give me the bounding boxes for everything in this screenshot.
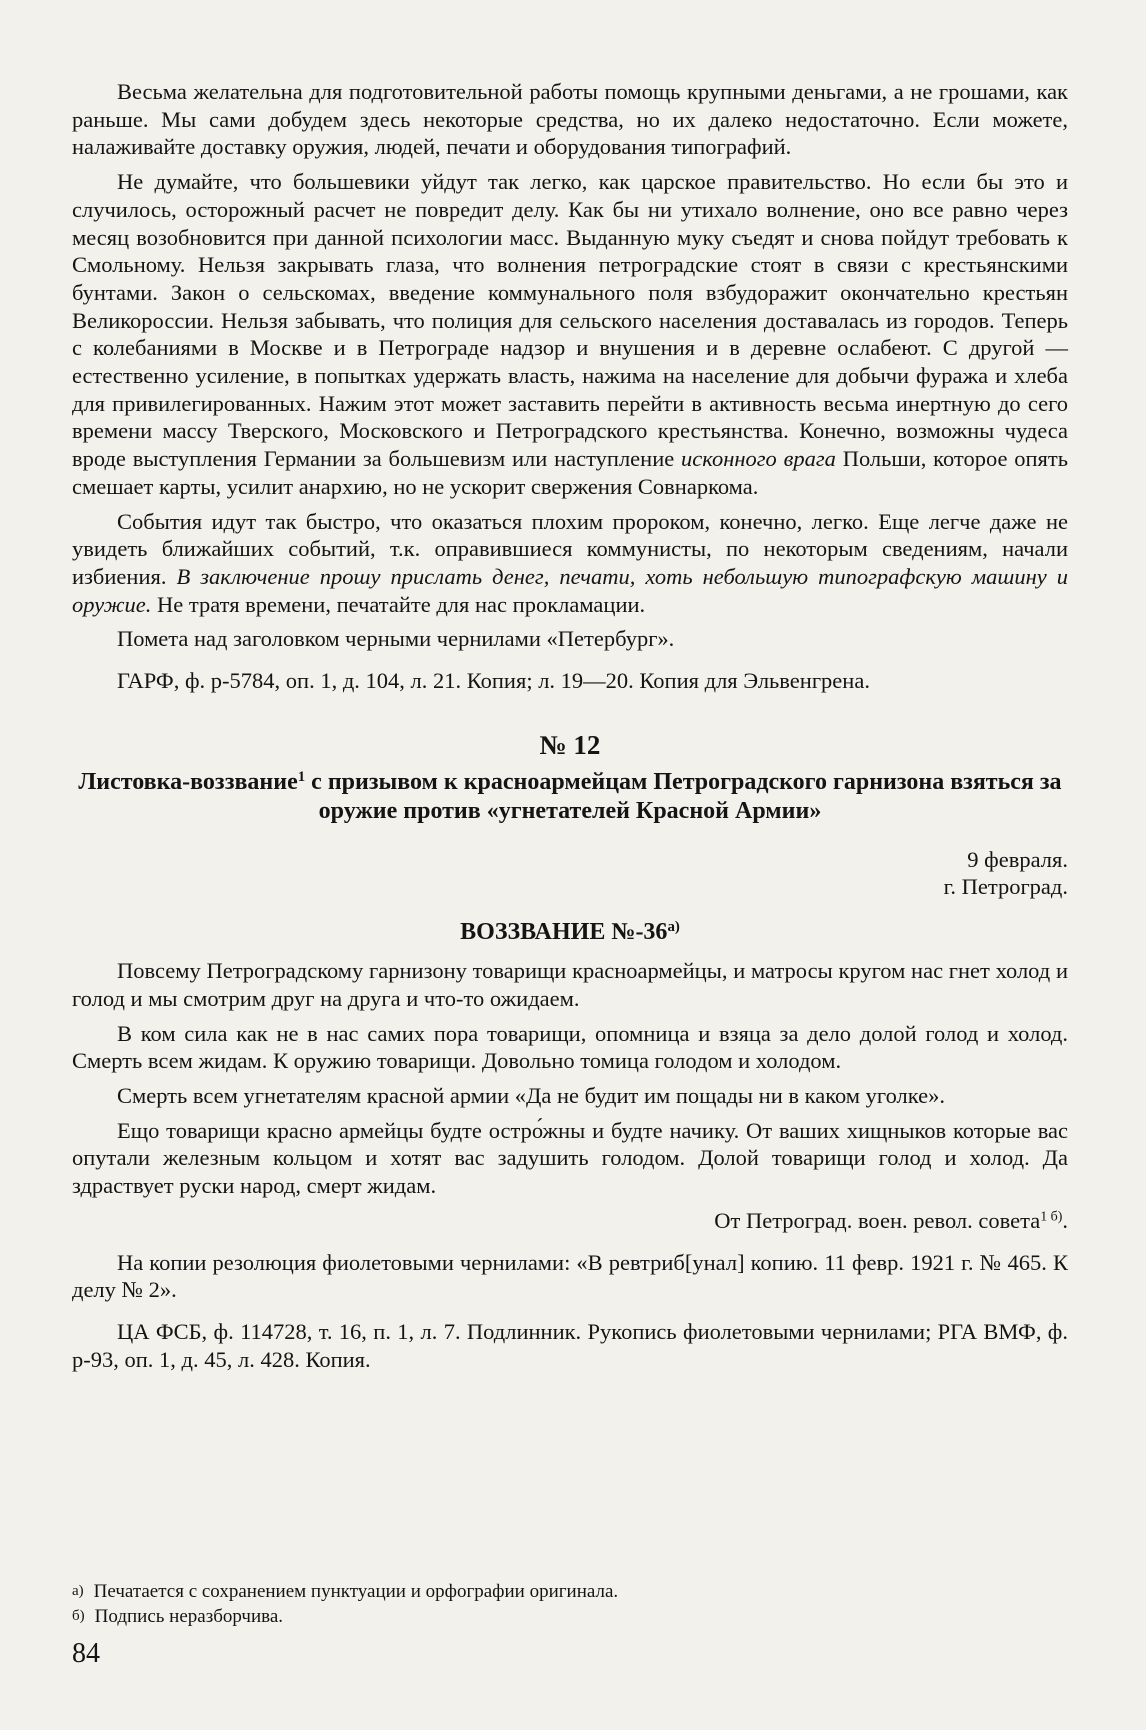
appeal-signature: От Петроград. воен. револ. совета$^{1 б)}$. (714, 1207, 1068, 1233)
paragraph-2: Не думайте, что большевики уйдут так легко, как царское правительство. Но если бы это и случилось, осторожный расчет не повредит делу. Как бы ни утихало волнение, оно все равно через месяц возобновится при данной психологии масс. Выданную муку съедят и снова пойдут требовать к Смольному. Нельзя закрывать глаза, что волнения петроградские стоят в связи с крестьянскими бунтами. Закон о сельскомах, введение коммунального поля взбудоражит окончательно крестьян Великороссии. Нельзя забывать, что полиция для сельского населения доставалась из городов. Теперь с колебаниями в Москве и в Петрограде надзор и внушения и в деревне ослабеют. С другой — естественно усиление, в попытках удержать власть, нажима на население для добычи фуража и хлеба для привилегированных. Нажим этот может заставить перейти в активность весьма инертную до сего времени массу Тверского, Московского и Петроградского крестьянства. Конечно, возможны чудеса вроде выступления Германии за большевизм или наступление исконного врага Польши, которое опять смешает карты, усилит анархию, но не ускорит свержения Совнаркома. (72, 169, 1068, 499)
footnote-text: Печатается с сохранением пунктуации и орфографии оригинала. (93, 1581, 619, 1602)
appeal-paragraph-2: В ком сила как не в нас самих пора товарищи, опомница и взяца за дело долой голод и холод. Смерть всем жидам. К оружию товарищи. Довольно томица голодом и холодом. (72, 1020, 1068, 1074)
footnote-ref: 1 (297, 768, 306, 785)
appeal-paragraph-3: Смерть всем угнетателям красной армии «Да не будит им пощады ни в каком уголке». (117, 1082, 946, 1108)
footnote-mark: б) (72, 1608, 85, 1624)
archival-source: ЦА ФСБ, ф. 114728, т. 16, п. 1, л. 7. Подлинник. Рукопись фиолетовыми чернилами; РГА ВМФ, ф. р-93, оп. 1, д. 45, л. 428. Копия. (72, 1318, 1068, 1372)
document-date: 9 февраля. (967, 846, 1068, 872)
italic-emphasis: исконного врага (681, 446, 836, 472)
archival-note: Помета над заголовком черными чернилами «Петербург». (117, 626, 675, 652)
footnote-ref: 1 б) (1040, 1209, 1063, 1225)
italic-emphasis: В заключение прошу прислать денег, печати, хоть небольшую типографскую машину и оружие. (72, 563, 1068, 617)
appeal-paragraph-4: Ещо товарищи красно армейцы будте остро́жны и будте начику. От ваших хищныков которые вас опутали железным кольцом и хотят вас задушить голодом. Долой товарищи голод и холод. Да здраствует руски народ, смерт жидам. (72, 1117, 1068, 1199)
page-number: 84 (72, 1638, 100, 1669)
footnote (72, 1579, 1068, 1604)
main-text-column (72, 78, 1068, 1373)
document-number: № 12 (539, 729, 601, 760)
paragraph-3: События идут так быстро, что оказаться плохим пророком, конечно, легко. Еще легче даже не увидеть ближайших событий, т.к. оправившиеся коммунисты, по некоторым сведениям, начали избиения. В заключение прошу прислать денег, печати, хоть небольшую типографскую машину и оружие. Не тратя времени, печатайте для нас прокламации. (72, 508, 1068, 617)
document-title: Листовка-воззвание$^1$ с призывом к красноармейцам Петроградского гарнизона взяться за оружие против «угнетателей Красной Армии» (78, 768, 1062, 824)
document-place: г. Петроград. (943, 874, 1068, 900)
appeal-heading: ВОЗЗВАНИЕ $№-36^{а)}$ (460, 919, 680, 946)
archival-source: ГАРФ, ф. р-5784, оп. 1, д. 104, л. 21. Копия; л. 19—20. Копия для Эльвенгрена. (117, 668, 870, 694)
footnote-mark: а) (72, 1583, 84, 1599)
resolution-note: На копии резолюция фиолетовыми чернилами: «В ревтриб[унал] копию. 11 февр. 1921 г. № 465. К делу № 2». (72, 1249, 1068, 1303)
footnote-ref: а) (667, 919, 680, 935)
footnotes (72, 1579, 1068, 1629)
appeal-paragraph-1: Повсему Петроградскому гарнизону товарищи красноармейцы, и матросы кругом нас гнет холод и голод и мы смотрим друг на друга и что-то ожидаем. (72, 958, 1068, 1011)
paragraph-1: Весьма желательна для подготовительной работы помощь крупными деньгами, а не грошами, как раньше. Мы сами добудем здесь некоторые средства, но их далеко недостаточно. Если можете, налаживайте доставку оружия, людей, печати и оборудования типографий. (72, 79, 1068, 160)
footnote-text: Подпись неразборчива. (94, 1606, 284, 1627)
footnote (72, 1604, 1068, 1629)
